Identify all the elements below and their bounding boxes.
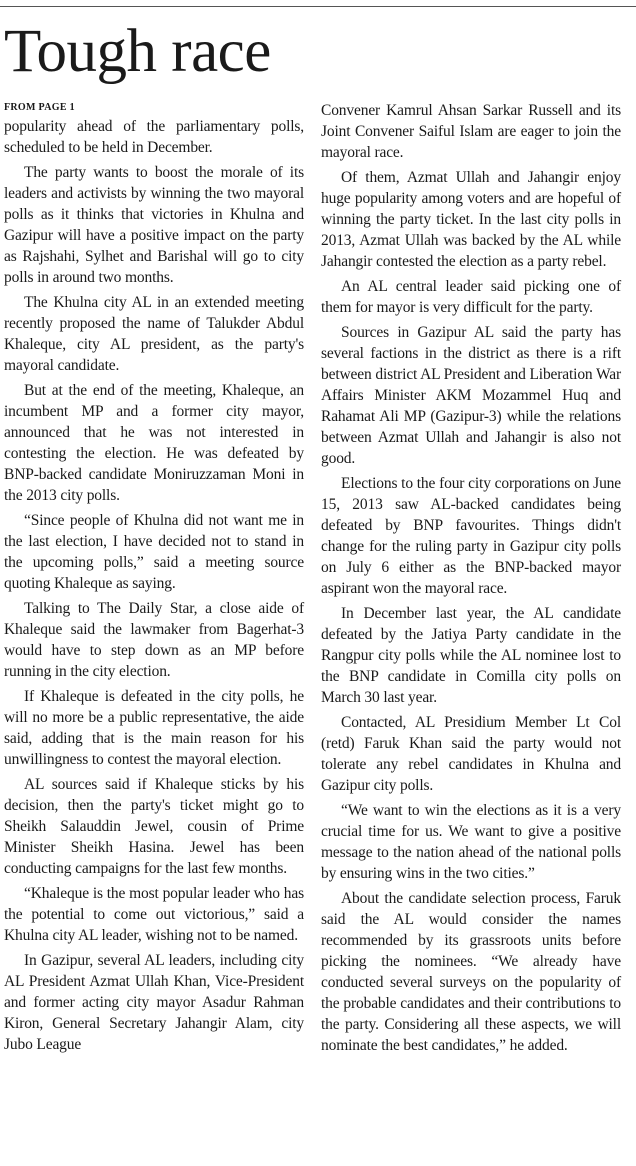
paragraph: Contacted, AL Presidium Member Lt Col (retd) Faruk Khan said the party would not tolerate any rebel candidates in Khulna and Gazipur city polls. [321,714,621,794]
continuation-label: FROM PAGE 1 [4,102,75,113]
paragraph: About the candidate selection process, Faruk said the AL would consider the names recommended by its grassroots units before picking the nominees. “We already have conducted several surveys on the popularity of the probable candidates and their contributions to the party. Considering all these aspects, we will nominate the best candidates,” he added. [321,890,621,1054]
top-rule [0,6,636,7]
article-column-left [4,100,304,1059]
paragraph: The Khulna city AL in an extended meeting recently proposed the name of Talukder Abdul Khaleque, city AL president, as the party's mayoral candidate. [4,294,304,374]
paragraph: Convener Kamrul Ahsan Sarkar Russell and its Joint Convener Saiful Islam are eager to join the mayoral race. [321,102,621,161]
paragraph: AL sources said if Khaleque sticks by his decision, then the party's ticket might go to Sheikh Salauddin Jewel, cousin of Prime Minister Sheikh Hasina. Jewel has been conducting campaigns for the last few months. [4,776,304,877]
article-column-right [321,100,621,1060]
paragraph: An AL central leader said picking one of them for mayor is very difficult for the party. [321,278,621,316]
paragraph: Of them, Azmat Ullah and Jahangir enjoy huge popularity among voters and are hopeful of winning the party ticket. In the last city polls in 2013, Azmat Ullah was backed by the AL while Jahangir contested the election as a party rebel. [321,169,621,270]
paragraph: In December last year, the AL candidate defeated by the Jatiya Party candidate in the Rangpur city polls while the AL nominee lost to the BNP candidate in Comilla city polls on March 30 last year. [321,605,621,706]
paragraph: “Since people of Khulna did not want me in the last election, I have decided not to stand in the upcoming polls,” said a meeting source quoting Khaleque as saying. [4,512,304,592]
paragraph: Elections to the four city corporations on June 15, 2013 saw AL-backed candidates being defeated by BNP favourites. Things didn't change for the ruling party in Gazipur city polls on July 6 either as the BNP-backed mayor aspirant won the mayoral race. [321,475,621,597]
paragraph: Sources in Gazipur AL said the party has several factions in the district as there is a rift between district AL President and Liberation War Affairs Minister AKM Mozammel Huq and Rahamat Ali MP (Gazipur-3) while the relations between Azmat Ullah and Jahangir is also not good. [321,324,621,467]
paragraph: But at the end of the meeting, Khaleque, an incumbent MP and a former city mayor, announced that he was not interested in contesting the election. He was defeated by BNP-backed candidate Moniruzzaman Moni in the 2013 city polls. [4,382,304,504]
paragraph: The party wants to boost the morale of its leaders and activists by winning the two mayoral polls as it thinks that victories in Khulna and Gazipur will have a positive impact on the party as Rajshahi, Sylhet and Barishal will go to city polls in around two months. [4,164,304,286]
paragraph: If Khaleque is defeated in the city polls, he will no more be a public representative, the aide said, adding that is the main reason for his unwillingness to contest the mayoral election. [4,688,304,768]
headline: Tough race [4,18,271,85]
paragraph: In Gazipur, several AL leaders, including city AL President Azmat Ullah Khan, Vice-President and former acting city mayor Asadur Rahman Kiron, General Secretary Jahangir Alam, city Jubo League [4,952,304,1053]
paragraph: popularity ahead of the parliamentary polls, scheduled to be held in December. [4,118,304,156]
paragraph: Talking to The Daily Star, a close aide of Khaleque said the lawmaker from Bagerhat-3 would have to step down as an MP before running in the city election. [4,600,304,680]
paragraph: “We want to win the elections as it is a very crucial time for us. We want to give a positive message to the nation ahead of the national polls by ensuring wins in the two cities.” [321,802,621,882]
paragraph: “Khaleque is the most popular leader who has the potential to come out victorious,” said a Khulna city AL leader, wishing not to be named. [4,885,304,944]
